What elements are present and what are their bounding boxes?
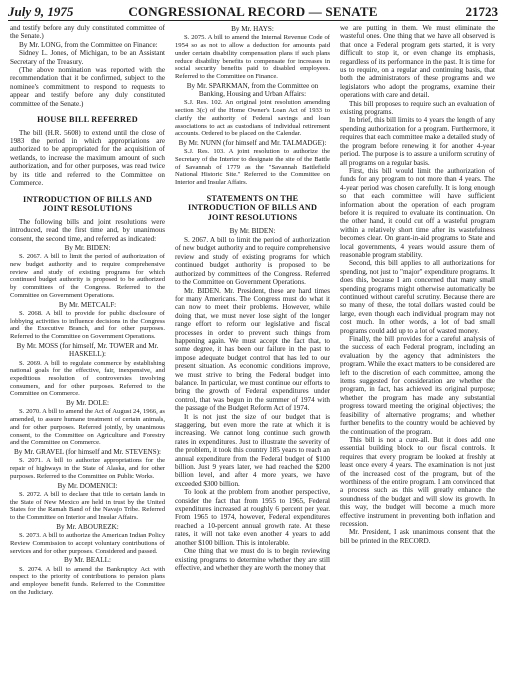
bill-entry: S. 2070. A bill to amend the Act of August 24, 1966, as amended, to assure humane treatment of certain animals, and for other purposes. Referred jointly, by unanimous consent, to the Committee on Agriculture and Forestry and the Committee on Commerce.	[10, 408, 165, 447]
paragraph: One thing that we must do is to begin reviewing existing programs to determine whether they are still effective, and whether they are worth the money that	[175, 547, 330, 572]
paragraph: This bill is not a cure-all. But it does add one essential building block to our fiscal controls. It requires that every program be looked at freshly at least once every 4 years. The examination is not just of the increased cost of the program, but of the worthiness of the entire program. I am convinced that a process such as this will greatly enhance the soundness of the budget and will slow its growth. In this way, the budget will become a much more effective instrument in preventing both inflation and recession.	[340, 435, 495, 528]
paragraph: S. 2067. A bill to limit the period of authorization of new budget authority and to require comprehensive review and study of existing programs for which continued budget authority is proposed to be authorized by committees of the Congress. Referred to the Committee on Government Operations.	[175, 236, 330, 287]
paragraph: Mr. BIDEN. Mr. President, these are hard times for many Americans. The Congress must do what it can now to meet their problems. However, while doing that, we must never lose sight of the longer range effort to reform our legislative and fiscal processes in order to prevent such things from happening again. We must accept the fact that, to some degree, it has been our failure in the past to impose adequate budget control that has led to our present situation. As economic conditions improve, we must strive to bring the Federal budget into balance. In particular, we must continue our efforts to bring the growth of Federal expenditures under control, that was begun in the summer of 1974 with the passage of the Budget Reform Act of 1974.	[175, 286, 330, 413]
paragraph: and testify before any duly constituted committee of the Senate.)	[10, 24, 165, 41]
column-middle	[175, 24, 330, 676]
sponsor-line: By Mr. DOLE:	[65, 399, 110, 408]
section-heading: INTRODUCTION OF BILLS AND JOINT RESOLUTIONS	[22, 194, 153, 214]
paragraph: In brief, this bill limits to 4 years the length of any spending authorization for a program. Furthermore, it requires that each committee make a detailed study of the program before renewing it for another 4-year period. The purpose is to assure a uniform scrutiny of all programs on a regular basis.	[340, 116, 495, 167]
column-left	[10, 24, 165, 676]
paragraph: Sidney L. Jones, of Michigan, to be an Assistant Secretary of the Treasury.	[10, 49, 165, 66]
paragraph: The bill (H.R. 5608) to extend until the close of 1983 the period in which appropriations are authorized to be appropriated for the acquisition of wetlands, to increase the maximum amount of such authorization, and for other purposes, was read twice by its title and referred to the Committee on Commerce.	[10, 128, 165, 188]
header-date: July 9, 1975	[8, 4, 74, 19]
paragraph: The following bills and joint resolutions were introduced, read the first time and, by unanimous consent, the second time, and referred as indicated:	[10, 217, 165, 243]
sponsor-line: By Mr. HAYS:	[231, 25, 274, 33]
bill-entry: S. 2071. A bill to authorize appropriations for the repair of highways in the State of Alaska, and for other purposes. Referred to the Committee on Public Works.	[10, 457, 165, 480]
sponsor-line: By Mr. MOSS (for himself, Mr. TOWER and Mr. HASKELL):	[16, 341, 159, 359]
paragraph: we are putting in them. We must eliminate the wasteful ones. One thing that we have all observed is that once a Federal program gets started, it is very difficult to stop it, or even change its emphasis, regardless of its performance in the past. It is time for us to require, on a regular and continuing basis, that both the administrators of these programs and we legislators who adopt the programs, examine their operations with care and detail.	[340, 24, 495, 100]
sponsor-line: By Mr. DOMENICI:	[57, 481, 118, 490]
sponsor-line: By Mr. ABOUREZK:	[56, 522, 119, 531]
header-title: CONGRESSIONAL RECORD — SENATE	[128, 4, 378, 19]
paragraph: To look at the problem from another perspective, consider the fact that from 1955 to 1965, Federal expenditures increased at roughly 6 percent per year. From 1965 to 1974, however, Federal expenditures reached a 10-percent annual growth rate. At these rates, it will not take even another 4 years to add another $100 billion. This is intolerable.	[175, 488, 330, 547]
sponsor-line: By Mr. NUNN (for himself and Mr. TALMADGE):	[178, 138, 327, 147]
bill-entry: S.J. Res. 102. An original joint resolution amending section 3(c) of the Home Owner's Loan Act of 1933 to clarify the authority of Federal savings and loan associations to act as custodians of individual retirement accounts. Ordered to be placed on the Calendar.	[175, 99, 330, 138]
bill-entry: S. 2072. A bill to declare that title to certain lands in the State of New Mexico are held in trust by the United States for the Ramah Band of the Navajo Tribe. Referred to the Committee on Interior and Insular Affairs.	[10, 490, 165, 522]
sponsor-line: By Mr. SPARKMAN, from the Committee on Banking, Housing and Urban Affairs:	[186, 81, 319, 99]
paragraph: Finally, the bill provides for a careful analysis of the success of each Federal program, including an evaluation by the agency that administers the program. While the exact matters to be considered are left to the discretion of each committee, among the items suggested for consideration are whether the program, in fact, has achieved its original purpose; whether the program has made any substantial progress toward meeting the original objectives; the feasibility of alternative programs; and whether further benefits to the country would be achieved by the continuation of the program.	[340, 335, 495, 436]
sponsor-line: By Mr. BIDEN:	[64, 243, 111, 252]
section-heading: HOUSE BILL REFERRED	[37, 115, 138, 125]
paragraph: First, this bill would limit the authorization of funds for any program to not more than 4 years. The 4-year period was chosen carefully. It is long enough so that each committee will have sufficient information about the operation of each program before it is required to evaluate its continuation. On the other hand, it could cut off a wasteful program within a relatively short time after its wastefulness becomes clear. On grant-in-aid programs to State and local governments, 4 years would assure them of reasonable program stability.	[340, 166, 495, 259]
bill-entry: S. 2075. A bill to amend the Internal Revenue Code of 1954 so as not to allow a deduction for amounts paid under certain disability compensation plans if such plans reduce disability benefits to compensate for increases in social security benefits paid to disabled employees. Referred to the Committee on Finance.	[175, 34, 330, 80]
sponsor-line: By Mr. BIDEN:	[229, 226, 276, 235]
sponsor-line: By Mr. METCALF:	[58, 300, 117, 309]
paragraph: (The above nomination was reported with the recommendation that it be confirmed, subject to the nominee's commitment to respond to requests to appear and testify before any duly constituted committee of the Senate.)	[10, 66, 165, 108]
paragraph: This bill proposes to require such an evaluation of existing programs.	[340, 99, 495, 117]
bill-entry: S. 2068. A bill to provide for public disclosure of lobbying activities to influence decisions in the Congress and the Executive Branch, and for other purposes. Referred to the Committee on Government Operations.	[10, 309, 165, 341]
bill-entry: S. 2069. A bill to regulate commerce by establishing national goals for the effective, fair, inexpensive, and expeditious resolution of controversies involving consumers, and for other purposes. Referred to the Committee on Commerce.	[10, 359, 165, 398]
header-page-number: 21723	[465, 4, 498, 19]
paragraph: It is not just the size of our budget that is staggering, but even more the rate at which it is increasing. We cannot long continue such growth rates in expenditures. Just to illustrate the severity of the problem, it took this country 185 years to reach an annual expenditure from the Federal budget of $100 billion. Just 9 years later, we had reached the $200 billion level, and after 4 more years, we have exceeded $300 billion.	[175, 412, 330, 488]
paragraph: Mr. President, I ask unanimous consent that the bill be printed in the RECORD.	[340, 528, 495, 545]
bill-entry: S. 2073. A bill to authorize the American Indian Policy Review Commission to accept voluntary contributions of services and for other purposes. Considered and passed.	[10, 532, 165, 555]
sponsor-line: By Mr. GRAVEL (for himself and Mr. STEVENS):	[14, 448, 161, 456]
paragraph: Second, this bill applies to all authorizations for spending, not just to "major" expenditure programs. It does this, because I am concerned that many small spending programs might otherwise automatically be continued without careful scrutiny. Because there are so many of these, the total dollars wasted could be large, even though each individual program may not cost much. In other words, a lot of bad small programs could add up to a lot of wasted money.	[340, 259, 495, 335]
bill-entry: S. 2067. A bill to limit the period of authorization of new budget authority and to require comprehensive review and study of existing programs for which continued budget authority is proposed to be authorized by committees of the Congress. Referred to the Committee on Government Operations.	[10, 253, 165, 299]
bill-entry: S. 2074. A bill to amend the Bankruptcy Act with respect to the priority of contributions to pension plans and employee benefit funds. Referred to the Committee on the Judiciary.	[10, 565, 165, 596]
section-heading: STATEMENTS ON THE INTRODUCTION OF BILLS AND JOINT RESOLUTIONS	[187, 193, 318, 223]
paragraph: By Mr. LONG, from the Committee on Finance:	[19, 40, 158, 49]
column-right	[340, 24, 495, 676]
page-header	[8, 4, 498, 21]
bill-entry: S.J. Res. 103. A joint resolution to authorize the Secretary of the Interior to designate the site of the Battle of Savannah of 1779 as the "Savannah Battlefield National Historic Site." Referred to the Committee on Interior and Insular Affairs.	[175, 148, 330, 187]
sponsor-line: By Mr. BEALL:	[63, 556, 111, 565]
